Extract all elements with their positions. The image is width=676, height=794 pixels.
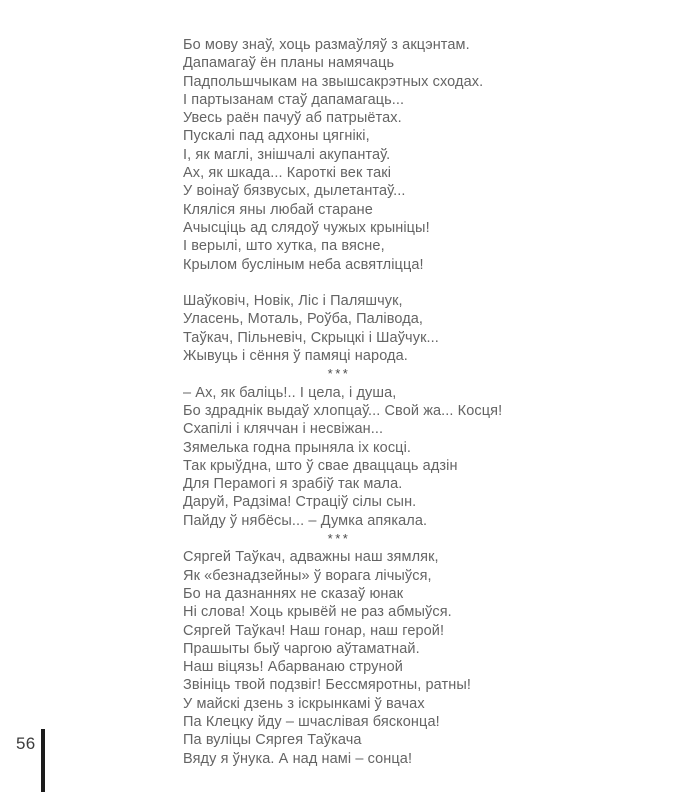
poem-line: Пайду ў нябёсы... – Думка апякала. <box>183 512 428 529</box>
poem-line: Бо мову знаў, хоць размаўляў з акцэнтам. <box>183 37 470 53</box>
poem-line: У воінаў бязвусых, дылетантаў... <box>183 183 406 200</box>
poem-line: Для Перамогі я зрабіў так мала. <box>183 476 403 493</box>
poem-line: Бо на дазнаннях не сказаў юнак <box>183 585 404 602</box>
poem-line: У майскі дзень з іскрынкамі ў вачах <box>183 695 425 712</box>
poem-line: Пускалі пад адхоны цягнікі, <box>183 128 370 145</box>
poem-line: Увесь раён пачуў аб патрыётах. <box>183 110 402 127</box>
poem-line: Схапілі і кляччан і несвіжан... <box>183 421 384 438</box>
page-edge-bar <box>41 729 45 792</box>
poem-line: Так крыўдна, што ў свае дваццаць адзін <box>183 457 458 474</box>
poem-line: Як «безнадзейны» ў ворага лічыўся, <box>183 567 432 584</box>
poem-line: І, як маглі, знішчалі акупантаў. <box>183 146 391 163</box>
poem-line: Зямелька годна прыняла іх косці. <box>183 439 412 456</box>
stanza-gap <box>183 274 495 292</box>
poem-line: Звініць твой подзвіг! Бессмяротны, ратны! <box>183 677 471 694</box>
stanza-separator: *** <box>327 366 351 382</box>
poem-line: – Ах, як баліць!.. І цела, і душа, <box>183 384 397 401</box>
poem-line: Кляліся яны любай старане <box>183 201 373 218</box>
poem-line: Падпольшчыкам на звышсакрэтных сходах. <box>183 73 484 90</box>
poem-line: І партызанам стаў дапамагаць... <box>183 91 405 108</box>
poem-line: Сяргей Таўкач, адважны наш зямляк, <box>183 549 439 566</box>
poem-line: Ні слова! Хоць крывёй не раз абмыўся. <box>183 604 452 621</box>
poem-line: Па Клецку йду – шчаслівая бясконца! <box>183 713 440 730</box>
poem-line: Жывуць і сёння ў памяці народа. <box>183 348 408 365</box>
poem-line: Прашыты быў чаргою аўтаматнай. <box>183 640 420 657</box>
poem-line: Сяргей Таўкач! Наш гонар, наш герой! <box>183 622 445 639</box>
poem-line: Дапамагаў ён планы намячаць <box>183 55 395 72</box>
poem-line: І верылі, што хутка, па вясне, <box>183 238 385 255</box>
poem-line: Ачысціць ад слядоў чужых крыніцы! <box>183 219 430 236</box>
poem-line: Бо здраднік выдаў хлопцаў... Свой жа... Косця! <box>183 402 503 419</box>
stanza-separator: *** <box>327 531 351 547</box>
poem-line: Ах, як шкада... Кароткі век такі <box>183 165 392 182</box>
page-number: 56 <box>16 734 36 753</box>
poem-line: Наш віцязь! Абарванаю струной <box>183 659 404 676</box>
poem <box>183 36 503 768</box>
poem-line: Вяду я ўнука. А над намі – сонца! <box>183 750 413 767</box>
poem-line: Шаўковіч, Новік, Ліс і Паляшчук, <box>183 293 403 310</box>
poem-line: Даруй, Радзіма! Страціў сілы сын. <box>183 494 417 511</box>
poem-line: Уласень, Моталь, Роўба, Палівода, <box>183 311 424 328</box>
poem-line: Па вуліцы Сяргея Таўкача <box>183 732 362 749</box>
poem-line: Таўкач, Пільневіч, Скрыцкі і Шаўчук... <box>183 329 439 346</box>
poem-line: Крылом бусліным неба асвятліцца! <box>183 256 424 273</box>
